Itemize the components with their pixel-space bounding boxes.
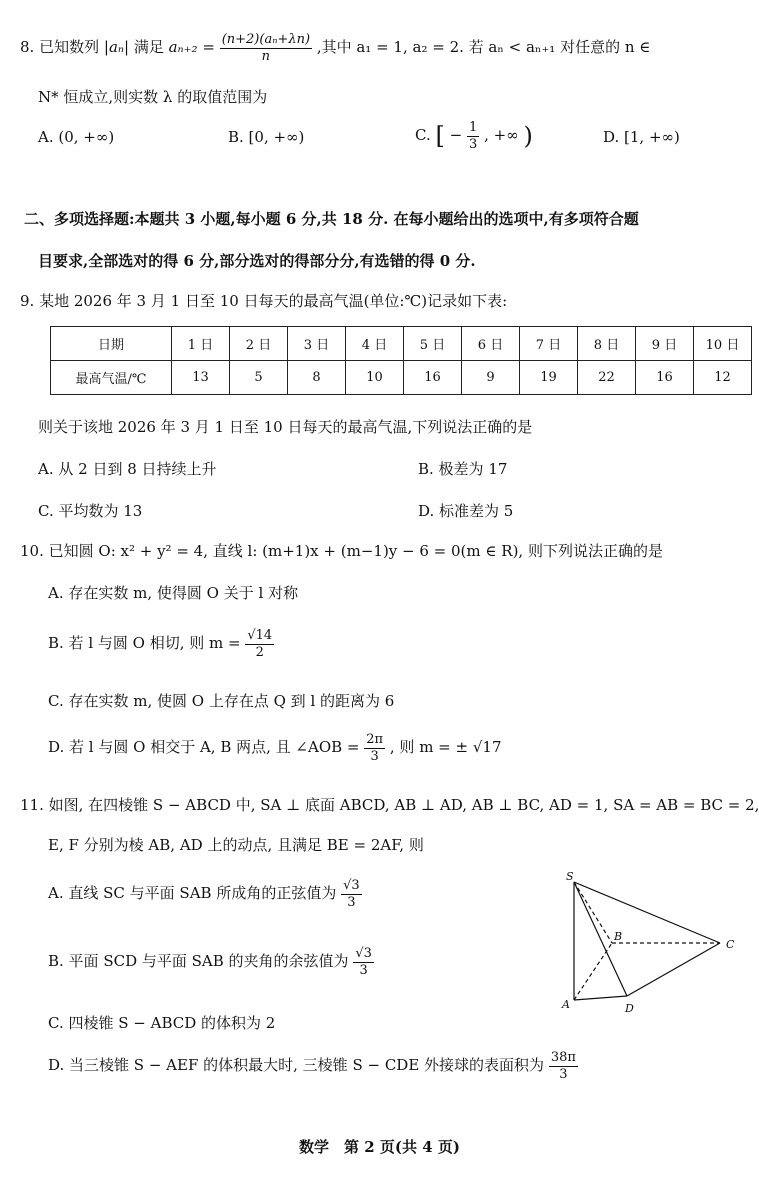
edge-sb	[574, 882, 612, 943]
q11-option-c: C. 四棱锥 S − ABCD 的体积为 2	[48, 1014, 276, 1032]
q8-option-a: A. (0, +∞)	[38, 128, 115, 146]
q8-option-b: B. [0, +∞)	[228, 128, 305, 146]
q9-option-c: C. 平均数为 13	[38, 502, 143, 520]
q10-option-c: C. 存在实数 m, 使圆 O 上存在点 Q 到 l 的距离为 6	[48, 692, 395, 710]
q11-option-b: B. 平面 SCD 与平面 SAB 的夹角的余弦值为 $\frac{√3}{3}$	[48, 946, 372, 978]
label-b: B	[614, 930, 623, 943]
q9-option-d: D. 标准差为 5	[418, 502, 514, 520]
table-cell: 16	[404, 361, 462, 395]
q8-option-d: D. [1, +∞)	[603, 128, 680, 146]
q10-stem: 10. 已知圆 O: x² + y² = 4, 直线 l: (m+1)x + (m−1)y − 6 = 0(m ∈ R), 则下列说法正确的是	[20, 542, 663, 560]
section2-line1: 二、多项选择题:本题共 3 小题,每小题 6 分,共 18 分. 在每小题给出的选项中,有多项符合题	[24, 210, 639, 228]
label-d: D	[625, 1002, 634, 1015]
table-cell: 12	[694, 361, 752, 395]
table-cell: 13	[172, 361, 230, 395]
q11-stem-line2: E, F 分别为棱 AB, AD 上的动点, 且满足 BE = 2AF, 则	[48, 836, 424, 854]
q8-line2: N* 恒成立,则实数 λ 的取值范围为	[38, 88, 268, 106]
page-footer: 数学 第 2 页(共 4 页)	[299, 1138, 460, 1156]
q11-stem-line1: 11. 如图, 在四棱锥 S − ABCD 中, SA ⊥ 底面 ABCD, AB ⊥ AD, AB ⊥ BC, AD = 1, SA = AB = BC = 2,	[20, 796, 759, 814]
table-cell: 1 日	[172, 327, 230, 361]
table-cell: 16	[636, 361, 694, 395]
table-row	[51, 361, 752, 395]
q10-option-d: D. 若 l 与圆 O 相交于 A, B 两点, 且 ∠AOB = $\frac{2\pi}{3}$ , 则 m = ± √17	[48, 732, 502, 764]
row-header-temp: 最高气温/℃	[51, 361, 172, 395]
table-cell: 9	[462, 361, 520, 395]
edge-sc	[574, 882, 720, 943]
label-s: S	[566, 870, 574, 883]
q8-fraction: $\frac{\text{(n+2)(aₙ+λn)}}{n}$	[221, 32, 311, 64]
q11-option-a: A. 直线 SC 与平面 SAB 所成角的正弦值为 $\frac{√3}{3}$	[48, 878, 360, 910]
q9-option-a: A. 从 2 日到 8 日持续上升	[38, 460, 217, 478]
table-cell: 3 日	[288, 327, 346, 361]
edge-ad	[574, 996, 627, 1000]
table-cell: 7 日	[520, 327, 578, 361]
label-a: A	[562, 998, 570, 1011]
q8-line1: 8. 已知数列 |aₙ| 满足 aₙ₊₂ = $\frac{\text{(n+2)(aₙ+λn)}}{n}$ ,其中 a₁ = 1, a₂ = 2. 若 aₙ < aₙ₊₁ 对任意的 n ∈	[20, 32, 651, 64]
q10-option-a: A. 存在实数 m, 使得圆 O 关于 l 对称	[48, 584, 299, 602]
table-cell: 4 日	[346, 327, 404, 361]
q10-option-b: B. 若 l 与圆 O 相切, 则 m = $\frac{√14}{2}$	[48, 628, 273, 660]
table-cell: 8 日	[578, 327, 636, 361]
edge-ab	[574, 943, 612, 1000]
table-row	[51, 327, 752, 361]
table-cell: 6 日	[462, 327, 520, 361]
table-cell: 2 日	[230, 327, 288, 361]
table-cell: 9 日	[636, 327, 694, 361]
row-header-date: 日期	[51, 327, 172, 361]
edge-dc	[627, 943, 720, 996]
table-cell: 10 日	[694, 327, 752, 361]
table-cell: 5 日	[404, 327, 462, 361]
pyramid-figure	[550, 868, 750, 1018]
label-c: C	[726, 938, 735, 951]
table-cell: 22	[578, 361, 636, 395]
table-cell: 10	[346, 361, 404, 395]
q8-option-c: C. [ − $\frac{1}{3}$ , +∞ )	[415, 120, 533, 152]
q9-option-b: B. 极差为 17	[418, 460, 508, 478]
table-cell: 19	[520, 361, 578, 395]
section2-line2: 目要求,全部选对的得 6 分,部分选对的得部分分,有选错的得 0 分.	[38, 252, 476, 270]
q9-stem: 9. 某地 2026 年 3 月 1 日至 10 日每天的最高气温(单位:℃)记录如下表:	[20, 292, 508, 310]
q11-option-d: D. 当三棱锥 S − AEF 的体积最大时, 三棱锥 S − CDE 外接球的表面积为 $\frac{38\pi}{3}$	[48, 1050, 576, 1082]
q9-question: 则关于该地 2026 年 3 月 1 日至 10 日每天的最高气温,下列说法正确的是	[38, 418, 533, 436]
temperature-table	[50, 326, 752, 395]
table-cell: 5	[230, 361, 288, 395]
table-cell: 8	[288, 361, 346, 395]
